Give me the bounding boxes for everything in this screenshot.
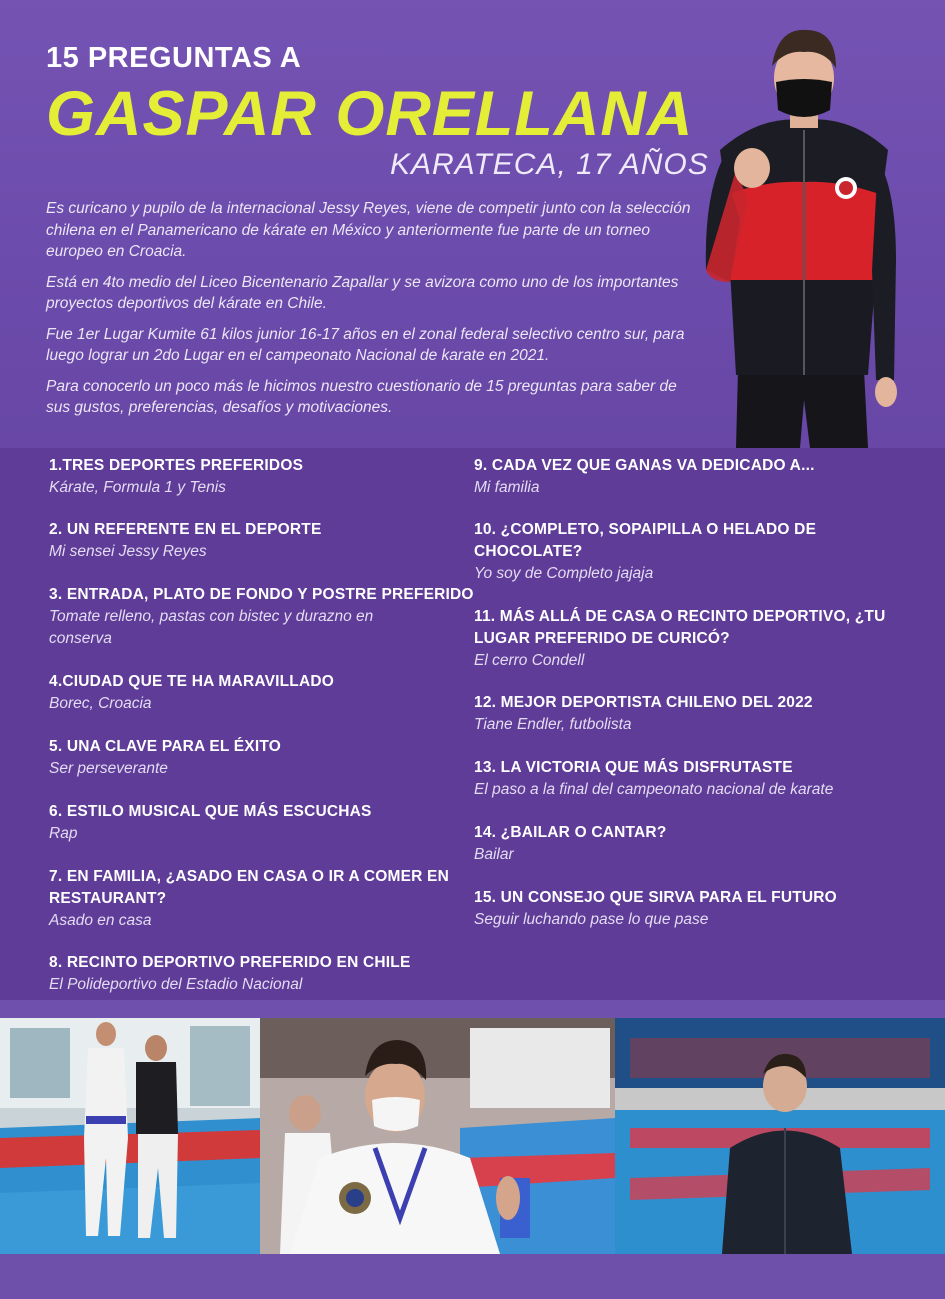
answer: Kárate, Formula 1 y Tenis	[49, 479, 226, 496]
answer: Tiane Endler, futbolista	[474, 716, 632, 733]
question: 1.TRES DEPORTES PREFERIDOS	[49, 457, 304, 474]
answer: Tomate relleno, pastas con bistec y durazno en conserva	[49, 608, 374, 647]
intro-text	[46, 198, 696, 428]
photo-gallery	[0, 1018, 945, 1254]
question: 13. LA VICTORIA QUE MÁS DISFRUTASTE	[474, 759, 793, 776]
question: 7. EN FAMILIA, ¿ASADO EN CASA O IR A COMER EN RESTAURANT?	[49, 868, 449, 907]
athlete-portrait-photo	[700, 20, 905, 448]
question: 4.CIUDAD QUE TE HA MARAVILLADO	[49, 673, 334, 690]
question: 11. MÁS ALLÁ DE CASA O RECINTO DEPORTIVO, ¿TU LUGAR PREFERIDO DE CURICÓ?	[474, 608, 886, 647]
question: 10. ¿COMPLETO, SOPAIPILLA O HELADO DE CHOCOLATE?	[474, 521, 817, 560]
footer-band	[0, 1254, 945, 1299]
gallery-photo-3	[615, 1018, 945, 1254]
intro-paragraph: Es curicano y pupilo de la internacional Jessy Reyes, viene de competir junto con la selección chilena en el Panamericano de kárate en México y anteriormente fue parte de un torneo europeo en Croacia.	[46, 200, 691, 260]
intro-paragraph: Está en 4to medio del Liceo Bicentenario Zapallar y se avizora como uno de los importantes proyectos deportivos del kárate en Chile.	[46, 273, 679, 312]
answer: Ser perseverante	[49, 760, 168, 777]
gallery-photo-2	[260, 1018, 615, 1254]
qa-item	[49, 584, 474, 650]
answer: Rap	[49, 825, 78, 842]
answer: El Polideportivo del Estadio Nacional	[49, 976, 303, 993]
answer: Asado en casa	[49, 912, 152, 929]
intro-paragraph: Fue 1er Lugar Kumite 61 kilos junior 16-17 años en el zonal federal selectivo centro sur, para luego lograr un 2do Lugar en el campeonato Nacional de karate en 2021.	[46, 325, 685, 364]
athlete-subtitle: KARATECA, 17 AÑOS	[390, 148, 709, 181]
intro-paragraph: Para conocerlo un poco más le hicimos nuestro cuestionario de 15 preguntas para saber de sus gustos, preferencias, desafíos y motivaciones.	[46, 377, 677, 416]
answer: Mi familia	[474, 479, 540, 496]
question: 6. ESTILO MUSICAL QUE MÁS ESCUCHAS	[49, 803, 372, 820]
question: 12. MEJOR DEPORTISTA CHILENO DEL 2022	[474, 694, 813, 711]
qa-item	[49, 952, 469, 996]
qa-item	[49, 671, 469, 715]
qa-item	[49, 736, 469, 780]
question: 2. UN REFERENTE EN EL DEPORTE	[49, 521, 322, 538]
answer: Yo soy de Completo jajaja	[474, 565, 654, 582]
qa-item	[474, 757, 904, 801]
qa-item	[49, 801, 469, 845]
qa-item	[49, 866, 469, 932]
qa-item	[49, 455, 469, 499]
qa-item	[49, 519, 469, 563]
answer: Seguir luchando pase lo que pase	[474, 911, 709, 928]
qa-item	[474, 887, 904, 931]
qa-item	[474, 519, 904, 585]
divider-band	[0, 1000, 945, 1018]
question: 9. CADA VEZ QUE GANAS VA DEDICADO A...	[474, 457, 815, 474]
qa-item	[474, 606, 904, 672]
answer: El paso a la final del campeonato nacional de karate	[474, 781, 834, 798]
kicker-title: 15 PREGUNTAS A	[46, 42, 302, 74]
qa-item	[474, 455, 904, 499]
question: 15. UN CONSEJO QUE SIRVA PARA EL FUTURO	[474, 889, 837, 906]
question: 3. ENTRADA, PLATO DE FONDO Y POSTRE PREFERIDO	[49, 586, 474, 603]
question: 14. ¿BAILAR O CANTAR?	[474, 824, 667, 841]
gallery-photo-1	[0, 1018, 260, 1254]
answer: Borec, Croacia	[49, 695, 152, 712]
athlete-name: GASPAR ORELLANA	[46, 79, 694, 149]
answer: El cerro Condell	[474, 652, 585, 669]
answer: Bailar	[474, 846, 514, 863]
answer: Mi sensei Jessy Reyes	[49, 543, 207, 560]
qa-item	[474, 822, 904, 866]
question: 8. RECINTO DEPORTIVO PREFERIDO EN CHILE	[49, 954, 411, 971]
question: 5. UNA CLAVE PARA EL ÉXITO	[49, 738, 281, 755]
qa-item	[474, 692, 904, 736]
